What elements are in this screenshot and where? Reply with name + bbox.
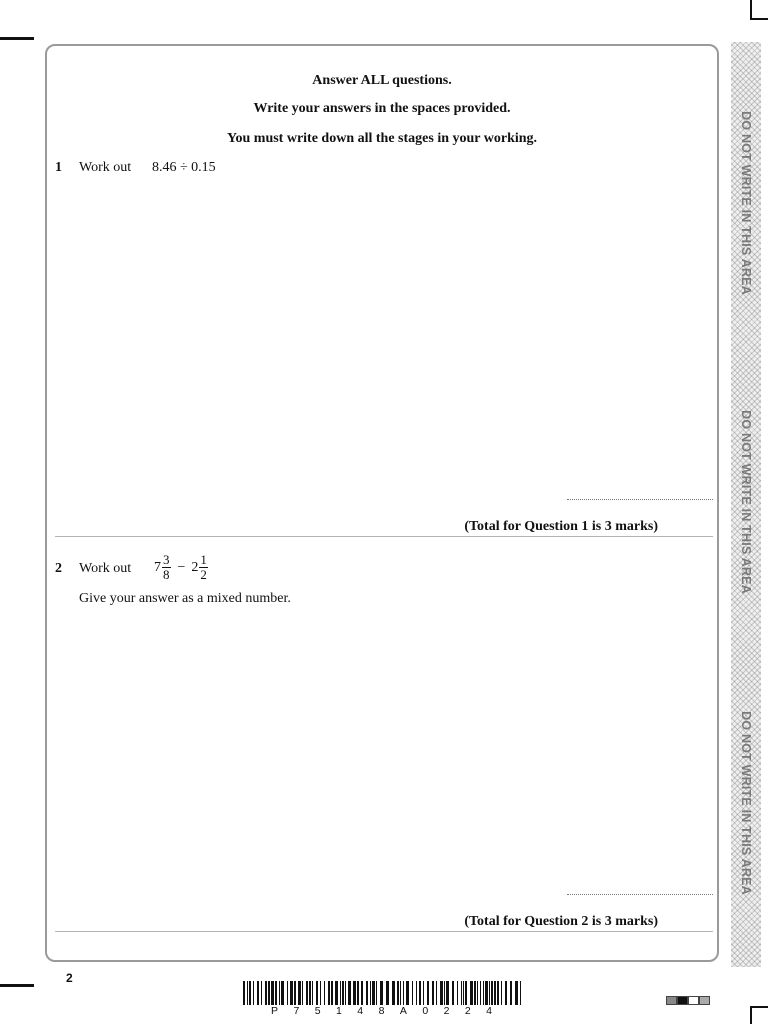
barcode-bar [419, 981, 421, 1005]
barcode-bar [392, 981, 395, 1005]
question-2-note: Give your answer as a mixed number. [79, 591, 291, 606]
barcode-bar [491, 981, 493, 1005]
corner-mark-bottom-right [750, 1006, 768, 1008]
side-mark-bottom [0, 984, 34, 987]
barcode-bar [249, 981, 251, 1005]
grey-block [666, 996, 677, 1005]
barcode-char: 2 [464, 1005, 474, 1017]
barcode-bar [302, 981, 303, 1005]
barcode-bar [290, 981, 293, 1005]
barcode-bar [271, 981, 274, 1005]
question-2-prompt: Work out [79, 561, 132, 576]
barcode-bar [477, 981, 478, 1005]
barcode-bar [312, 981, 313, 1005]
barcode-bar [483, 981, 484, 1005]
colour-blocks [666, 996, 710, 1005]
barcode-char: 1 [336, 1005, 345, 1017]
barcode-bar [397, 981, 399, 1005]
barcode-bar [386, 981, 389, 1005]
black-block [677, 996, 688, 1005]
barcode-bar [403, 981, 404, 1005]
barcode-char: 2 [443, 1005, 453, 1017]
corner-mark-bottom-right [750, 1006, 752, 1024]
barcode-bar [357, 981, 359, 1005]
fraction-denominator: 8 [163, 567, 170, 582]
barcode-bar [279, 981, 280, 1005]
question-1-total: (Total for Question 1 is 3 marks) [464, 519, 658, 534]
question-2-expression [154, 553, 209, 582]
answer-frame [45, 44, 719, 962]
light-grey-block [699, 996, 710, 1005]
barcode-bar [324, 981, 325, 1005]
fraction-numerator: 1 [200, 552, 207, 567]
barcode-bar [444, 981, 445, 1005]
fraction [199, 553, 208, 582]
barcode-bar [440, 981, 443, 1005]
barcode-bar [253, 981, 254, 1005]
barcode-bar [515, 981, 518, 1005]
barcode-bar [257, 981, 259, 1005]
barcode-bar [485, 981, 488, 1005]
question-2-total: (Total for Question 2 is 3 marks) [464, 914, 658, 929]
barcode-char: 7 [293, 1005, 303, 1017]
barcode-bar [243, 981, 245, 1005]
barcode [243, 981, 523, 1005]
barcode-bar [416, 981, 417, 1005]
barcode-bar [372, 981, 375, 1005]
barcode-bar [423, 981, 424, 1005]
barcode-bar [452, 981, 454, 1005]
fraction [162, 553, 171, 582]
barcode-char: A [399, 1005, 410, 1017]
question-2-answer-line[interactable] [567, 894, 713, 895]
white-block [688, 996, 699, 1005]
barcode-bar [261, 981, 262, 1005]
barcode-text [243, 1005, 523, 1017]
barcode-bar [370, 981, 371, 1005]
instruction-working: You must write down all the stages in your working. [226, 131, 538, 146]
barcode-bar [436, 981, 437, 1005]
question-1-expression: 8.46 ÷ 0.15 [152, 160, 216, 175]
barcode-bar [494, 981, 496, 1005]
corner-mark-top-right [750, 18, 768, 20]
question-1-prompt: Work out [79, 160, 132, 175]
barcode-bar [446, 981, 449, 1005]
page-number: 2 [66, 971, 73, 985]
barcode-bar [474, 981, 476, 1005]
barcode-bar [281, 981, 284, 1005]
barcode-bar [406, 981, 409, 1005]
operator: − [177, 559, 186, 575]
barcode-bar [505, 981, 507, 1005]
barcode-char: 4 [486, 1005, 495, 1017]
barcode-bar [376, 981, 377, 1005]
barcode-bar [345, 981, 346, 1005]
barcode-bar [294, 981, 296, 1005]
barcode-bar [331, 981, 333, 1005]
barcode-bar [353, 981, 356, 1005]
barcode-bar [461, 981, 462, 1005]
barcode-bar [247, 981, 248, 1005]
barcode-bar [470, 981, 473, 1005]
barcode-bar [298, 981, 301, 1005]
barcode-bar [432, 981, 434, 1005]
barcode-bar [510, 981, 512, 1005]
barcode-char: 0 [422, 1005, 432, 1017]
barcode-bar [497, 981, 499, 1005]
barcode-bar [361, 981, 363, 1005]
barcode-bar [501, 981, 502, 1005]
mixed-number-whole: 7 [154, 559, 161, 575]
barcode-bar [520, 981, 521, 1005]
fraction-denominator: 2 [200, 567, 207, 582]
barcode-bar [306, 981, 308, 1005]
barcode-bar [480, 981, 481, 1005]
barcode-bar [275, 981, 277, 1005]
barcode-bar [380, 981, 383, 1005]
barcode-bar [463, 981, 464, 1005]
barcode-char: 4 [357, 1005, 367, 1017]
barcode-char: 8 [378, 1005, 388, 1017]
barcode-bar [427, 981, 429, 1005]
barcode-bar [265, 981, 267, 1005]
barcode-bar [457, 981, 458, 1005]
barcode-bar [348, 981, 351, 1005]
fraction-numerator: 3 [163, 552, 170, 567]
barcode-bar [412, 981, 413, 1005]
barcode-bar [340, 981, 341, 1005]
side-mark-top [0, 37, 34, 40]
barcode-bar [489, 981, 490, 1005]
barcode-bar [342, 981, 344, 1005]
question-2-divider [55, 931, 713, 932]
barcode-bar [328, 981, 330, 1005]
barcode-bar [309, 981, 311, 1005]
barcode-bar [366, 981, 368, 1005]
instruction-answer-all: Answer ALL questions. [312, 73, 452, 88]
barcode-bar [287, 981, 288, 1005]
question-2-number: 2 [55, 561, 62, 576]
question-1-divider [55, 536, 713, 537]
barcode-bar [268, 981, 270, 1005]
barcode-bar [316, 981, 318, 1005]
barcode-bar [465, 981, 467, 1005]
corner-mark-top-right [750, 0, 752, 18]
barcode-char: P [271, 1005, 282, 1017]
barcode-bar [335, 981, 338, 1005]
mixed-number-whole: 2 [191, 559, 199, 575]
question-1-number: 1 [55, 160, 62, 175]
barcode-bar [400, 981, 401, 1005]
barcode-bar [320, 981, 321, 1005]
instruction-spaces: Write your answers in the spaces provided. [253, 101, 511, 116]
question-1-answer-line[interactable] [567, 499, 713, 500]
barcode-char: 5 [314, 1005, 324, 1017]
